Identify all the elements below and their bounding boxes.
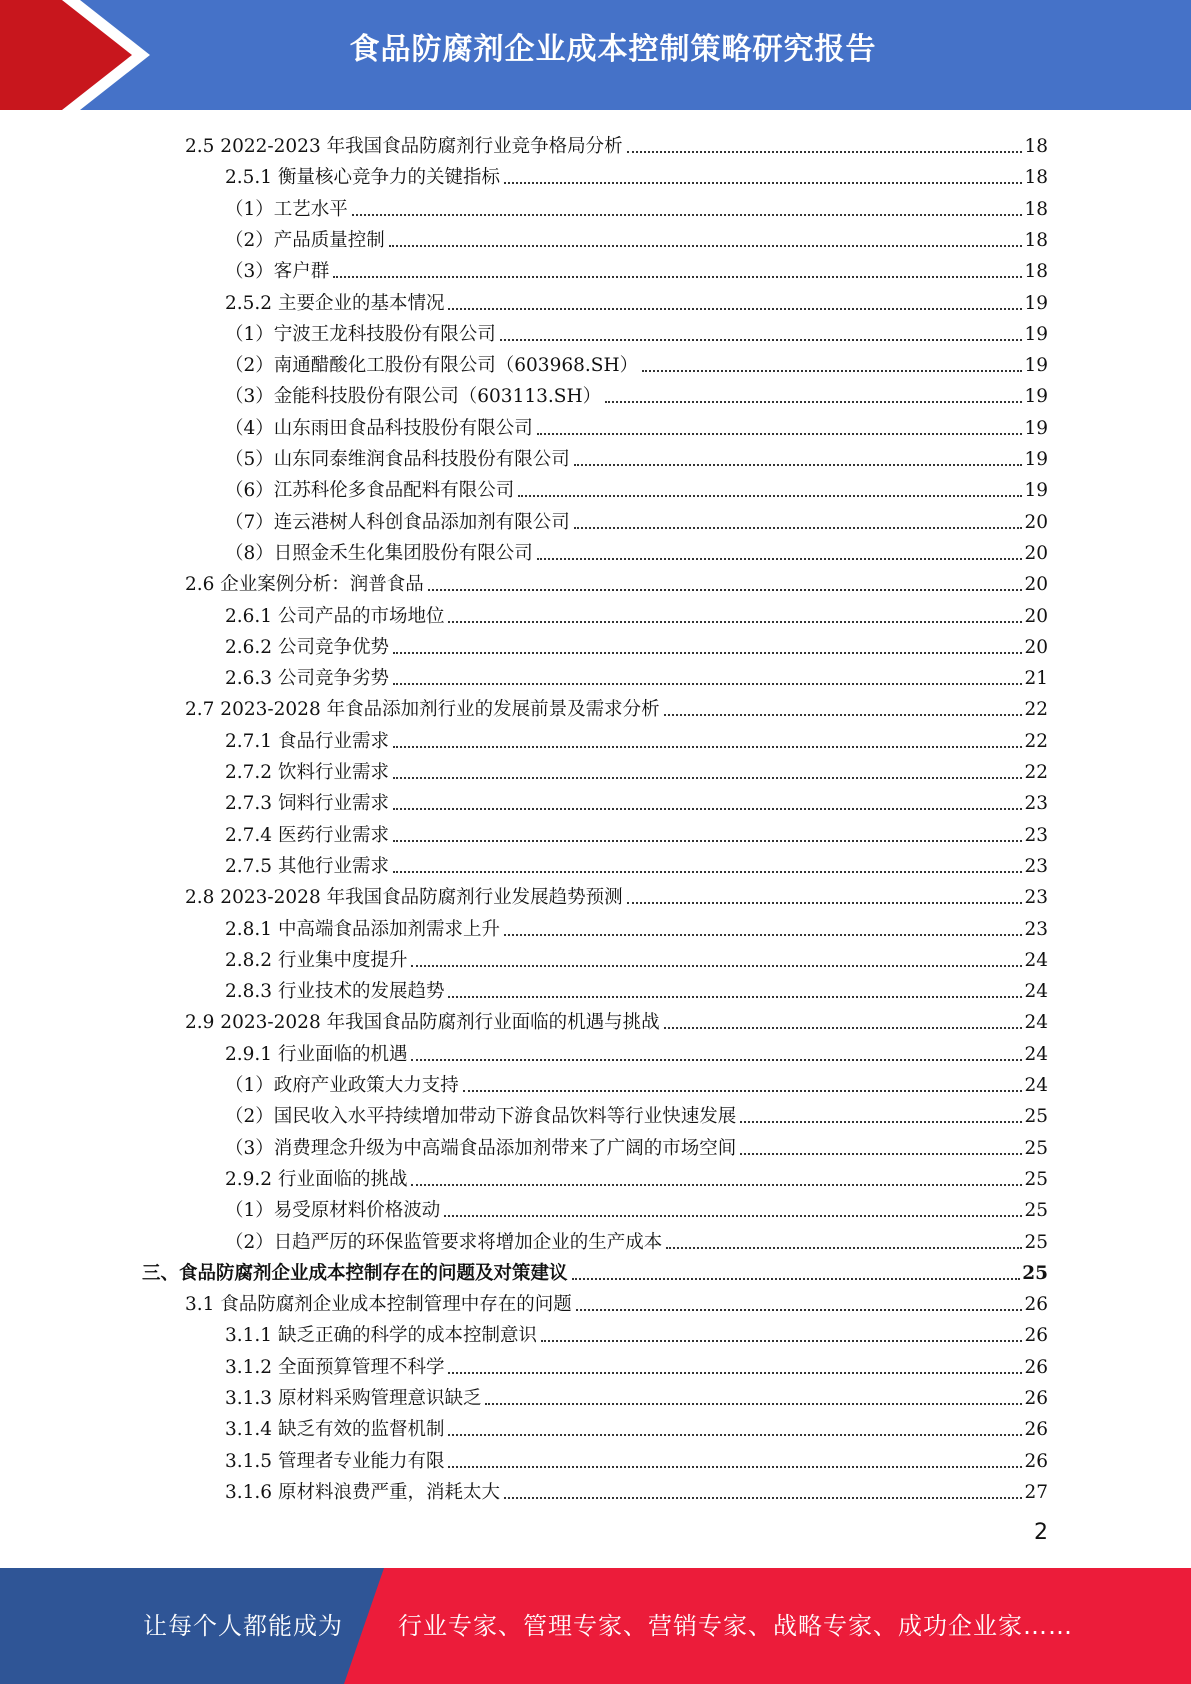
toc-entry-label: （2）国民收入水平持续增加带动下游食品饮料等行业快速发展 [225,1106,737,1128]
toc-entry-page: 19 [1024,355,1048,377]
toc-entry-page: 19 [1024,417,1048,439]
toc-entry-label: 三、食品防腐剂企业成本控制存在的问题及对策建议 [142,1262,568,1284]
toc-entry[interactable] [225,910,1048,941]
toc-dot-leader [537,558,1023,560]
toc-entry-label: 3.1.4 缺乏有效的监督机制 [225,1419,445,1441]
toc-entry-label: （5）山东同泰维润食品科技股份有限公司 [225,449,570,470]
toc-dot-leader [627,151,1023,153]
toc-dot-leader [448,1434,1022,1436]
toc-entry-label: 3.1 食品防腐剂企业成本控制管理中存在的问题 [185,1294,572,1316]
toc-dot-leader [448,996,1022,998]
toc-entry-page: 25 [1024,1168,1048,1190]
toc-entry[interactable] [225,1223,1048,1254]
toc-entry-page: 26 [1024,1294,1048,1316]
toc-entry[interactable] [225,784,1048,815]
toc-entry-page: 20 [1024,511,1048,533]
toc-entry-label: （3）消费理念升级为中高端食品添加剂带来了广阔的市场空间 [225,1137,737,1159]
toc-entry-page: 19 [1024,449,1048,470]
toc-dot-leader [411,965,1022,967]
toc-dot-leader [664,714,1023,716]
toc-entry-page: 23 [1024,918,1048,940]
toc-entry[interactable] [185,1003,1048,1034]
toc-dot-leader [605,401,1022,403]
toc-entry-page: 20 [1024,636,1048,658]
toc-entry-page: 25 [1024,1106,1048,1128]
toc-entry[interactable] [225,284,1048,315]
toc-entry-label: 2.8.2 行业集中度提升 [225,949,408,971]
toc-entry-page: 25 [1022,1262,1048,1284]
toc-entry-page: 25 [1024,1231,1048,1253]
toc-entry-label: 2.9.1 行业面临的机遇 [225,1043,408,1065]
toc-entry[interactable] [225,158,1048,189]
toc-entry-page: 24 [1024,949,1048,971]
toc-entry[interactable] [225,1191,1048,1222]
toc-dot-leader [428,589,1023,591]
toc-entry-label: 2.5.2 主要企业的基本情况 [225,292,445,314]
toc-entry-label: 2.6.2 公司竞争优势 [225,636,389,658]
toc-entry[interactable] [225,221,1048,252]
toc-dot-leader [500,339,1023,341]
toc-entry-label: （2）产品质量控制 [225,229,385,251]
toc-entry[interactable] [225,252,1048,283]
toc-entry[interactable] [225,315,1048,346]
toc-entry-page: 24 [1024,1043,1048,1065]
toc-entry-page: 18 [1024,229,1048,251]
toc-entry-page: 20 [1024,542,1048,564]
toc-entry-page: 24 [1024,1075,1048,1096]
toc-entry-label: （6）江苏科伦多食品配料有限公司 [225,480,515,502]
toc-entry-page: 26 [1024,1325,1048,1347]
toc-entry-page: 18 [1024,198,1048,220]
toc-dot-leader [393,871,1022,873]
toc-entry-label: （1）宁波王龙科技股份有限公司 [225,323,496,345]
toc-entry-page: 19 [1024,323,1048,345]
toc-entry-label: （4）山东雨田食品科技股份有限公司 [225,417,533,439]
toc-dot-leader [393,777,1022,779]
toc-entry-page: 27 [1024,1481,1048,1503]
toc-entry[interactable] [225,1379,1048,1410]
toc-entry[interactable] [225,503,1048,534]
toc-entry[interactable] [225,941,1048,972]
toc-dot-leader [627,902,1023,904]
toc-entry[interactable] [225,409,1048,440]
toc-entry[interactable] [185,690,1048,721]
toc-entry-page: 26 [1024,1419,1048,1441]
toc-dot-leader [444,1215,1022,1217]
toc-entry-label: 2.7.4 医药行业需求 [225,824,389,846]
toc-entry[interactable] [225,377,1048,408]
toc-entry[interactable] [225,534,1048,565]
toc-entry[interactable] [225,597,1048,628]
toc-entry[interactable] [185,878,1048,909]
toc-dot-leader [740,1121,1022,1123]
toc-entry-label: 2.8.3 行业技术的发展趋势 [225,981,445,1003]
toc-entry-label: 2.6.3 公司竞争劣势 [225,668,389,690]
toc-entry[interactable] [225,346,1048,377]
toc-entry-page: 26 [1024,1356,1048,1378]
toc-entry[interactable] [225,1035,1048,1066]
toc-entry[interactable] [225,659,1048,690]
toc-entry-label: 2.7.1 食品行业需求 [225,730,389,752]
toc-entry[interactable] [225,1160,1048,1191]
toc-dot-leader [504,1497,1022,1499]
toc-entry[interactable] [185,127,1048,158]
toc-entry-page: 22 [1024,699,1048,721]
toc-entry-label: 2.9 2023-2028 年我国食品防腐剂行业面临的机遇与挑战 [185,1012,660,1034]
toc-entry[interactable] [225,1129,1048,1160]
toc-entry[interactable] [225,1410,1048,1441]
toc-entry[interactable] [185,565,1048,596]
toc-dot-leader [666,1247,1022,1249]
toc-entry-page: 18 [1024,167,1048,189]
toc-entry[interactable] [142,1254,1048,1285]
toc-dot-leader [664,1027,1023,1029]
toc-entry-page: 23 [1024,793,1048,815]
toc-entry-page: 19 [1024,480,1048,502]
toc-entry[interactable] [225,1097,1048,1128]
toc-entry-page: 18 [1024,261,1048,283]
toc-dot-leader [504,182,1022,184]
toc-dot-leader [740,1153,1022,1155]
toc-entry-page: 19 [1024,292,1048,314]
toc-entry-label: 2.6.1 公司产品的市场地位 [225,605,445,627]
toc-entry[interactable] [225,471,1048,502]
toc-entry-label: 3.1.3 原材料采购管理意识缺乏 [225,1388,482,1409]
toc-entry-label: 2.5 2022-2023 年我国食品防腐剂行业竞争格局分析 [185,136,623,157]
toc-dot-leader [448,1466,1022,1468]
toc-entry-page: 26 [1024,1450,1048,1472]
toc-entry-label: （3）金能科技股份有限公司（603113.SH） [225,386,602,408]
toc-entry-label: 3.1.1 缺乏正确的科学的成本控制意识 [225,1325,537,1347]
toc-entry[interactable] [225,972,1048,1003]
toc-entry-label: （2）日趋严厉的环保监管要求将增加企业的生产成本 [225,1231,663,1253]
toc-dot-leader [518,495,1022,497]
toc-entry[interactable] [185,1285,1048,1316]
toc-entry-label: 2.7.3 饲料行业需求 [225,793,389,815]
toc-entry-label: （1）易受原材料价格波动 [225,1200,441,1222]
toc-entry-page: 22 [1024,762,1048,783]
toc-dot-leader [485,1403,1022,1405]
toc-entry-page: 24 [1024,1012,1048,1034]
toc-entry-label: 3.1.2 全面预算管理不科学 [225,1356,445,1378]
footer-slogan-right: 行业专家、管理专家、营销专家、战略专家、成功企业家…… [398,1612,1073,1640]
toc-entry[interactable] [225,722,1048,753]
toc-entry-label: （1）工艺水平 [225,198,348,220]
toc-dot-leader [574,464,1023,466]
page-number: 2 [1034,1520,1048,1545]
toc-entry[interactable] [225,440,1048,471]
toc-dot-leader [541,1340,1022,1342]
toc-entry-label: 2.5.1 衡量核心竞争力的关键指标 [225,167,500,189]
toc-entry[interactable] [225,190,1048,221]
toc-entry[interactable] [225,1442,1048,1473]
toc-dot-leader [411,1184,1022,1186]
toc-entry-page: 26 [1024,1388,1048,1409]
header-banner [0,0,1191,110]
toc-dot-leader [537,433,1023,435]
toc-entry-page: 19 [1024,386,1048,408]
toc-entry[interactable] [225,628,1048,659]
toc-entry[interactable] [225,753,1048,784]
toc-entry[interactable] [225,1066,1048,1097]
toc-entry-page: 25 [1024,1200,1048,1222]
toc-entry-label: （7）连云港树人科创食品添加剂有限公司 [225,511,570,533]
toc-entry-page: 23 [1024,887,1048,909]
toc-entry-label: （3）客户群 [225,261,330,283]
toc-dot-leader [574,527,1023,529]
toc-entry-label: 2.7.5 其他行业需求 [225,855,389,877]
toc-dot-leader [504,934,1022,936]
toc-entry-page: 24 [1024,981,1048,1003]
toc-entry-page: 23 [1024,824,1048,846]
toc-entry-label: 2.7 2023-2028 年食品添加剂行业的发展前景及需求分析 [185,699,660,721]
toc-dot-leader [448,621,1022,623]
toc-dot-leader [463,1090,1023,1092]
toc-dot-leader [393,808,1022,810]
toc-entry-page: 21 [1024,668,1048,690]
toc-entry-page: 22 [1024,730,1048,752]
toc-entry[interactable] [225,1473,1048,1504]
toc-entry[interactable] [225,1316,1048,1347]
toc-entry-page: 25 [1024,1137,1048,1159]
document-title: 食品防腐剂企业成本控制策略研究报告 [349,32,877,67]
toc-entry[interactable] [225,1348,1048,1379]
toc-dot-leader [333,276,1022,278]
toc-entry-page: 20 [1024,605,1048,627]
toc-dot-leader [393,683,1022,685]
toc-dot-leader [642,370,1022,372]
toc-entry-label: 2.9.2 行业面临的挑战 [225,1168,408,1190]
toc-entry-page: 18 [1024,136,1048,157]
toc-entry-label: 2.8.1 中高端食品添加剂需求上升 [225,918,500,940]
toc-entry-page: 20 [1024,574,1048,596]
toc-entry-label: 3.1.6 原材料浪费严重，消耗太大 [225,1481,500,1503]
toc-dot-leader [393,746,1022,748]
toc-entry-label: （2）南通醋酸化工股份有限公司（603968.SH） [225,355,639,377]
toc-entry[interactable] [225,816,1048,847]
footer-slogan-left: 让每个人都能成为 [143,1612,343,1640]
toc-entry-label: 2.6 企业案例分析：润普食品 [185,574,424,596]
toc-dot-leader [448,1372,1022,1374]
toc-dot-leader [576,1309,1023,1311]
toc-entry-label: 2.7.2 饮料行业需求 [225,762,389,783]
toc-entry-page: 23 [1024,855,1048,877]
toc-dot-leader [411,1059,1022,1061]
toc-dot-leader [393,652,1022,654]
toc-dot-leader [352,214,1023,216]
toc-dot-leader [393,840,1022,842]
toc-entry-label: 2.8 2023-2028 年我国食品防腐剂行业发展趋势预测 [185,887,623,909]
toc-dot-leader [572,1278,1021,1280]
toc-entry-label: 3.1.5 管理者专业能力有限 [225,1450,445,1472]
toc-dot-leader [448,308,1022,310]
toc-dot-leader [389,245,1023,247]
toc-entry[interactable] [225,847,1048,878]
toc-entry-label: （1）政府产业政策大力支持 [225,1075,459,1096]
footer-banner [0,1568,1191,1684]
toc-entry-label: （8）日照金禾生化集团股份有限公司 [225,542,533,564]
